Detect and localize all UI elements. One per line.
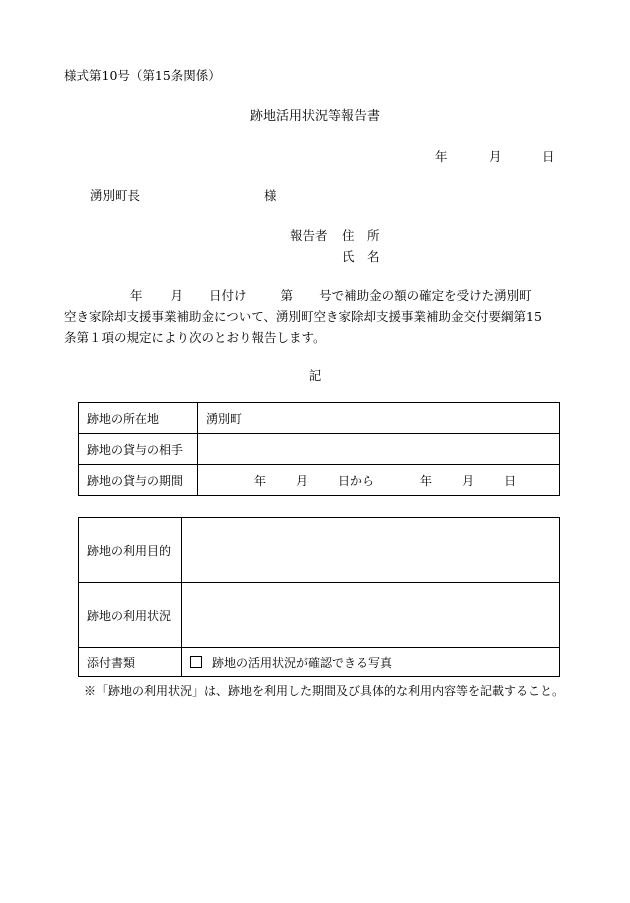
table-row xyxy=(79,465,560,496)
attachment-text: 跡地の活用状況が確認できる写真 xyxy=(212,655,393,670)
period-month-2: 月 xyxy=(462,473,475,488)
report-body xyxy=(64,285,574,348)
period-day-2: 日 xyxy=(504,473,517,488)
attachment-checkbox[interactable] xyxy=(190,656,202,668)
period-month-1: 月 xyxy=(296,473,309,488)
reporter-label: 報告者 xyxy=(290,228,328,243)
reporter-address: 住 所 xyxy=(342,228,380,243)
table-row xyxy=(79,518,560,583)
table-row xyxy=(79,583,560,648)
period-year-1: 年 xyxy=(254,473,267,488)
period-day-1: 日から xyxy=(338,473,375,488)
document-title: 跡地活用状況等報告書 xyxy=(249,109,380,124)
usage-status-value[interactable] xyxy=(182,583,560,648)
attachment-value xyxy=(182,648,560,677)
date-year: 年 xyxy=(435,149,448,164)
date-month: 月 xyxy=(489,149,502,164)
usage-info-table xyxy=(78,517,560,677)
body-month: 月 xyxy=(170,288,184,303)
lease-period-label: 跡地の貸与の期間 xyxy=(79,465,198,496)
site-info-table xyxy=(78,402,560,496)
lease-party-label: 跡地の貸与の相手 xyxy=(79,434,198,465)
reporter-name: 氏 名 xyxy=(342,249,380,264)
body-number-prefix: 第 xyxy=(280,288,294,303)
addressee-name: 湧別町長 xyxy=(90,188,141,203)
site-location-label: 跡地の所在地 xyxy=(79,403,198,434)
form-number: 様式第10号（第15条関係） xyxy=(64,68,221,83)
attachment-label: 添付書類 xyxy=(79,648,182,677)
table-row xyxy=(79,434,560,465)
usage-status-label: 跡地の利用状況 xyxy=(79,583,182,648)
period-year-2: 年 xyxy=(420,473,433,488)
table-row xyxy=(79,648,560,677)
lease-period-value[interactable] xyxy=(198,465,560,496)
body-line-1 xyxy=(64,285,574,306)
body-line-3: 条第１項の規定により次のとおり報告します。 xyxy=(64,330,326,345)
footnote: ※「跡地の利用状況」は、跡地を利用した期間及び具体的な利用内容等を記載すること。 xyxy=(84,684,565,698)
lease-party-value[interactable] xyxy=(198,434,560,465)
body-line-2: 空き家除却支援事業補助金について、湧別町空き家除却支援事業補助金交付要綱第15 xyxy=(64,309,542,324)
body-year: 年 xyxy=(130,288,143,303)
table-row xyxy=(79,403,560,434)
usage-purpose-label: 跡地の利用目的 xyxy=(79,518,182,583)
body-line1-tail: 号で補助金の額の確定を受けた湧別町 xyxy=(319,288,532,303)
usage-purpose-value[interactable] xyxy=(182,518,560,583)
body-day: 日付け xyxy=(209,288,247,303)
date-day: 日 xyxy=(542,149,555,164)
addressee-honorific: 様 xyxy=(264,188,277,203)
site-location-value[interactable]: 湧別町 xyxy=(198,403,560,434)
ki-heading: 記 xyxy=(308,368,322,383)
